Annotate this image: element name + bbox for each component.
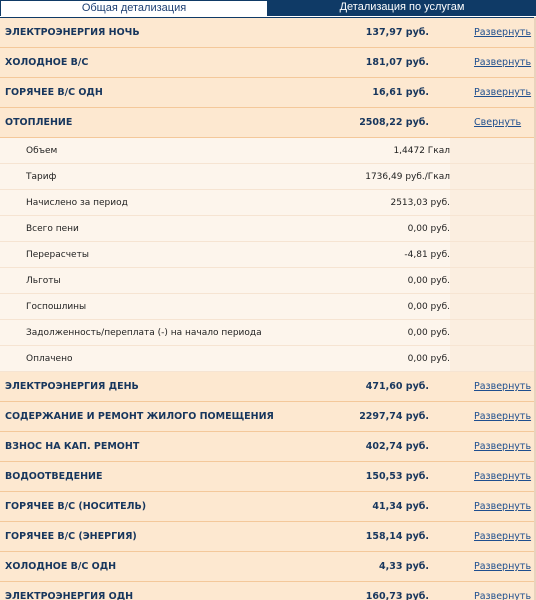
detail-value: 1736,49 руб./Гкал [365, 171, 450, 182]
service-amount: 16,61 руб. [372, 87, 429, 98]
service-amount: 41,34 руб. [372, 501, 429, 512]
expand-link[interactable]: Развернуть [474, 381, 532, 392]
detail-row [0, 268, 536, 294]
detail-label: Начислено за период [26, 197, 128, 208]
service-name: ГОРЯЧЕЕ В/С (ЭНЕРГИЯ) [5, 531, 137, 542]
detail-row [0, 216, 536, 242]
service-row [0, 432, 536, 462]
service-row [0, 462, 536, 492]
service-name: ХОЛОДНОЕ В/С ОДН [5, 561, 117, 572]
expand-link[interactable]: Развернуть [474, 411, 532, 422]
detail-spacer [450, 164, 536, 189]
tab-general-details[interactable]: Общая детализация [0, 0, 268, 16]
detail-value: 0,00 руб. [407, 275, 450, 286]
detail-label: Всего пени [26, 223, 79, 234]
detail-spacer [450, 242, 536, 267]
detail-label: Госпошлины [26, 301, 87, 312]
detail-value: 0,00 руб. [407, 301, 450, 312]
service-row [0, 522, 536, 552]
service-amount: 4,33 руб. [379, 561, 429, 572]
expand-link[interactable]: Развернуть [474, 591, 532, 600]
service-name: СОДЕРЖАНИЕ И РЕМОНТ ЖИЛОГО ПОМЕЩЕНИЯ [5, 411, 274, 422]
detail-label: Перерасчеты [26, 249, 89, 260]
service-row [0, 402, 536, 432]
service-row [0, 552, 536, 582]
expand-link[interactable]: Развернуть [474, 561, 532, 572]
service-amount: 402,74 руб. [365, 441, 429, 452]
service-row-expanded [0, 108, 536, 138]
detail-label: Задолженность/переплата (-) на начало периода [26, 327, 262, 338]
tab-bar [0, 0, 536, 18]
detail-value: 0,00 руб. [407, 327, 450, 338]
detail-value: 0,00 руб. [407, 353, 450, 364]
detail-label: Объем [26, 145, 58, 156]
detail-value: 2513,03 руб. [390, 197, 450, 208]
detail-row [0, 164, 536, 190]
service-name: ЭЛЕКТРОЭНЕРГИЯ НОЧЬ [5, 27, 140, 38]
expand-link[interactable]: Развернуть [474, 471, 532, 482]
detail-row [0, 294, 536, 320]
service-amount: 150,53 руб. [365, 471, 429, 482]
service-name: ВЗНОС НА КАП. РЕМОНТ [5, 441, 140, 452]
detail-spacer [450, 346, 536, 371]
expand-link[interactable]: Развернуть [474, 441, 532, 452]
service-row [0, 78, 536, 108]
detail-row [0, 320, 536, 346]
collapse-link[interactable]: Свернуть [474, 117, 522, 128]
detail-spacer [450, 320, 536, 345]
service-name: ГОРЯЧЕЕ В/С ОДН [5, 87, 103, 98]
detail-row [0, 242, 536, 268]
detail-spacer [450, 294, 536, 319]
tab-service-details[interactable]: Детализация по услугам [268, 0, 536, 16]
detail-spacer [450, 138, 536, 163]
service-amount: 2297,74 руб. [359, 411, 429, 422]
service-row [0, 582, 536, 600]
detail-label: Тариф [26, 171, 57, 182]
service-amount: 2508,22 руб. [359, 117, 429, 128]
detail-row [0, 346, 536, 372]
detail-value: -4,81 руб. [404, 249, 450, 260]
detail-row [0, 138, 536, 164]
detail-label: Оплачено [26, 353, 73, 364]
detail-value: 0,00 руб. [407, 223, 450, 234]
service-name: ХОЛОДНОЕ В/С [5, 57, 89, 68]
expand-link[interactable]: Развернуть [474, 531, 532, 542]
service-name: ЭЛЕКТРОЭНЕРГИЯ ОДН [5, 591, 134, 600]
service-name: ЭЛЕКТРОЭНЕРГИЯ ДЕНЬ [5, 381, 139, 392]
expand-link[interactable]: Развернуть [474, 57, 532, 68]
service-amount: 471,60 руб. [365, 381, 429, 392]
detail-row [0, 190, 536, 216]
service-row [0, 18, 536, 48]
detail-spacer [450, 216, 536, 241]
expand-link[interactable]: Развернуть [474, 27, 532, 38]
detail-spacer [450, 268, 536, 293]
service-row [0, 492, 536, 522]
service-name: ОТОПЛЕНИЕ [5, 117, 73, 128]
service-details [0, 138, 536, 372]
service-amount: 137,97 руб. [365, 27, 429, 38]
detail-label: Льготы [26, 275, 61, 286]
service-name: ГОРЯЧЕЕ В/С (НОСИТЕЛЬ) [5, 501, 147, 512]
expand-link[interactable]: Развернуть [474, 501, 532, 512]
service-amount: 158,14 руб. [365, 531, 429, 542]
service-amount: 160,73 руб. [365, 591, 429, 600]
service-name: ВОДООТВЕДЕНИЕ [5, 471, 103, 482]
service-row [0, 372, 536, 402]
service-amount: 181,07 руб. [365, 57, 429, 68]
expand-link[interactable]: Развернуть [474, 87, 532, 98]
service-row [0, 48, 536, 78]
detail-value: 1,4472 Гкал [393, 145, 450, 156]
detail-spacer [450, 190, 536, 215]
services-list [0, 18, 536, 600]
